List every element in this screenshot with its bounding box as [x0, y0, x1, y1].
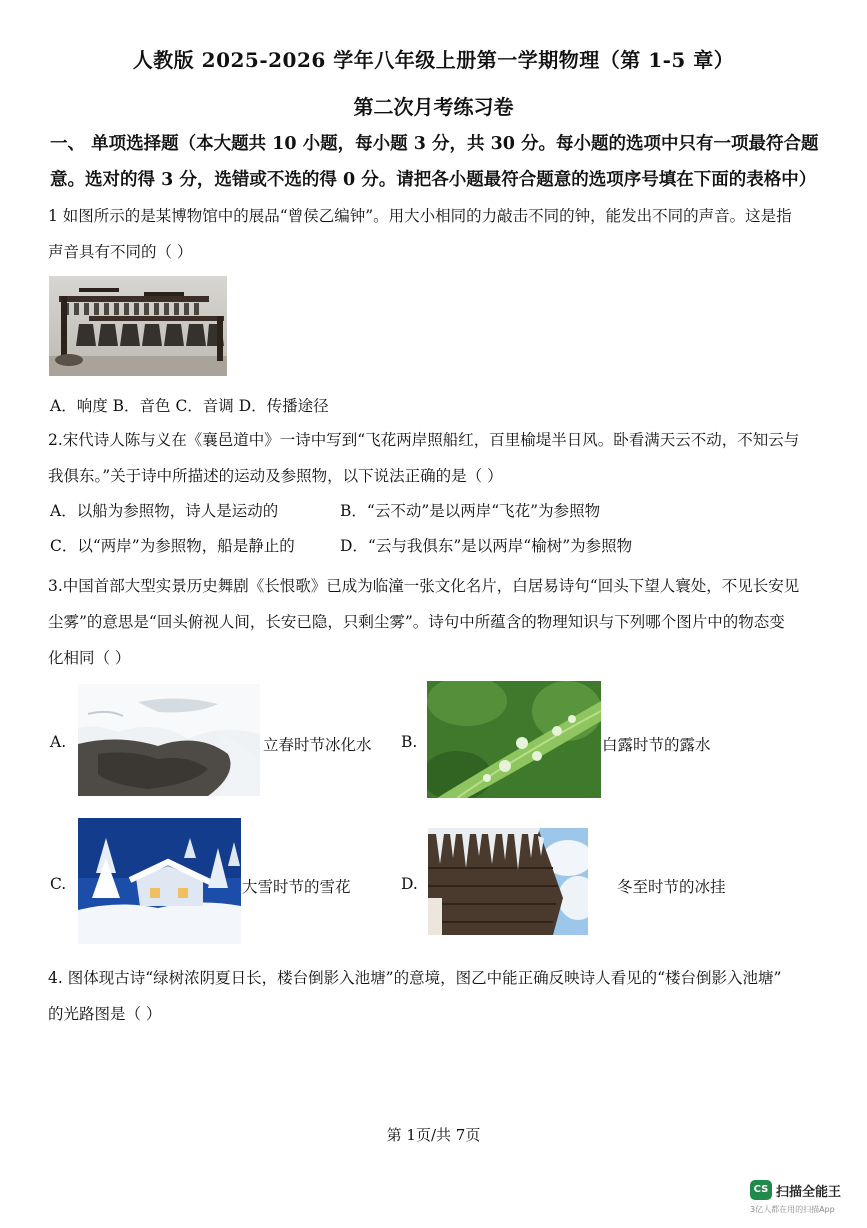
scanner-tagline: 3亿人都在用的扫描App [750, 1205, 835, 1214]
question-4-stem [48, 960, 838, 1032]
question-3-option-c-caption: 大雪时节的雪花 [242, 878, 351, 896]
question-3-option-b-caption: 白露时节的露水 [602, 736, 711, 754]
paper-title: 人教版 2025-2026 学年八年级上册第一学期物理（第 1-5 章） [132, 48, 735, 72]
question-3-line2: 尘雾”的意思是“回头俯视人间，长安已隐，只剩尘雾”。诗句中所蕴含的物理知识与下列哪个图片中的物态变 [48, 613, 785, 631]
question-3-option-c-label: C. [50, 875, 67, 893]
question-2-stem [48, 422, 838, 494]
question-4-line1: 4. 图体现古诗“绿树浓阴夏日长，楼台倒影入池塘”的意境，图乙中能正确反映诗人看见的“楼台倒影入池塘” [48, 969, 782, 987]
scanner-app-name: 扫描全能王 [776, 1185, 842, 1200]
question-2-line2: 我俱东。”关于诗中所描述的运动及参照物，以下说法正确的是（ ） [48, 467, 503, 485]
question-1-line2: 声音具有不同的（ ） [48, 243, 193, 261]
question-3-line3: 化相同（ ） [48, 649, 131, 667]
question-1-line1: 1 如图所示的是某博物馆中的展品“曾侯乙编钟”。用大小相同的力敲击不同的钟，能发出不同的声音。这是指 [48, 207, 792, 225]
section-heading-line2: 意。选对的得 3 分，选错或不选的得 0 分。请把各小题最符合题意的选项序号填在下面的表格中） [50, 170, 817, 190]
question-4-line2: 的光路图是（ ） [48, 1005, 162, 1023]
ice-melting-image [78, 684, 260, 796]
question-2-line1: 2.宋代诗人陈与义在《襄邑道中》一诗中写到“飞花两岸照船红，百里榆堤半日风。卧看满天云不动，不知云与 [48, 431, 800, 449]
question-2-option-c: C．以“两岸”为参照物，船是静止的 [50, 537, 295, 555]
section-heading-line1: 一、 单项选择题（本大题共 10 小题，每小题 3 分，共 30 分。每小题的选项中只有一项最符合题 [50, 134, 819, 154]
question-2-option-b: B．“云不动”是以两岸“飞花”为参照物 [340, 502, 601, 520]
page-number: 第 1页/共 7页 [386, 1126, 481, 1144]
question-3-option-a-caption: 立春时节冰化水 [263, 736, 372, 754]
question-3-option-b-label: B. [401, 733, 418, 751]
question-3-line1: 3.中国首部大型实景历史舞剧《长恨歌》已成为临潼一张文化名片，白居易诗句“回头下望人寰处，不见长安见 [48, 577, 800, 595]
scanner-watermark [750, 1180, 860, 1220]
snow-scene-image [78, 818, 241, 944]
question-3-option-a-label: A. [50, 733, 67, 751]
question-3-option-d-label: D. [401, 875, 418, 893]
bianzhong-bells-image [49, 276, 227, 376]
icicles-image [428, 828, 588, 935]
question-1-options: A．响度 B．音色 C．音调 D．传播途径 [50, 397, 329, 415]
question-3-stem [48, 568, 838, 676]
paper-subtitle: 第二次月考练习卷 [353, 95, 514, 119]
question-2-option-a: A．以船为参照物，诗人是运动的 [50, 502, 279, 520]
scanner-logo-icon: CS [750, 1180, 772, 1200]
question-3-option-d-caption: 冬至时节的冰挂 [617, 878, 726, 896]
question-1-stem [48, 198, 838, 270]
question-2-option-d: D．“云与我俱东”是以两岸“榆树”为参照物 [340, 537, 633, 555]
dew-drops-image [427, 681, 601, 798]
section-heading [50, 126, 840, 198]
